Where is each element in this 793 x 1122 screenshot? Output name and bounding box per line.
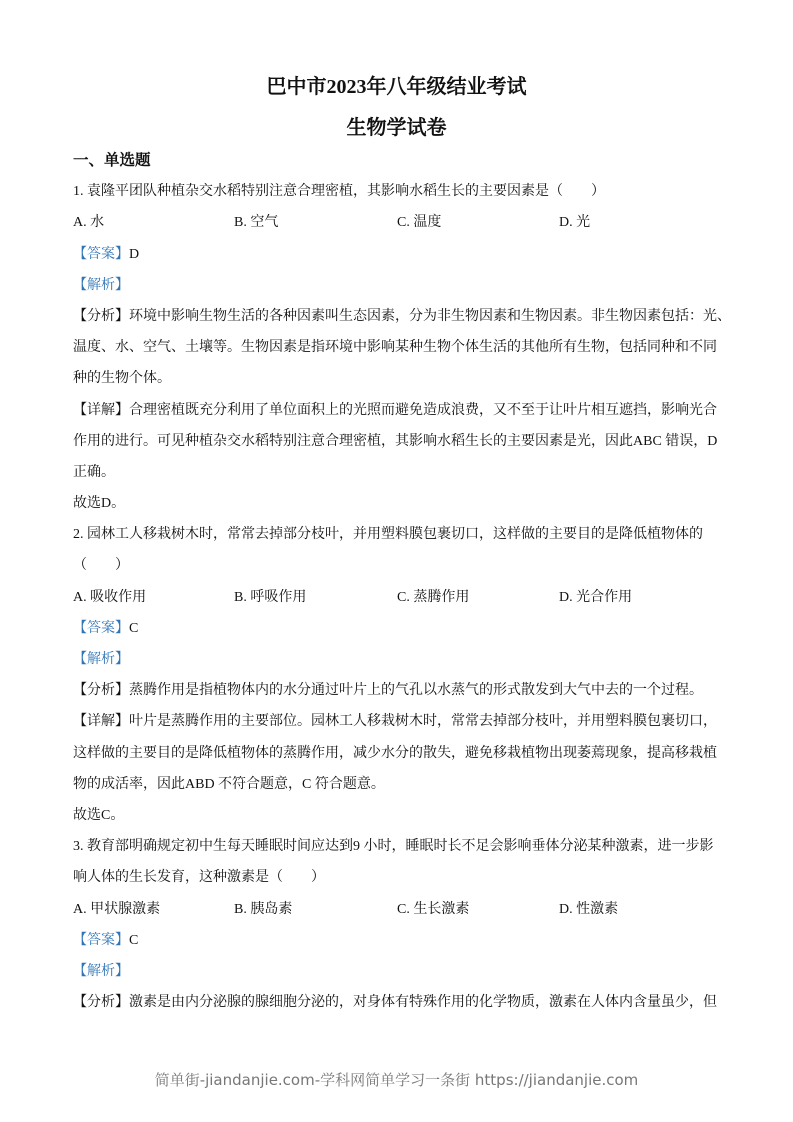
answer-line (73, 925, 733, 956)
fenxi-text: 激素是由内分泌腺的腺细胞分泌的，对身体有特殊作用的化学物质，激素在人体内含量虽少，但 (129, 995, 717, 1011)
option-b: B. 胰岛素 (234, 901, 293, 917)
fenxi-line (73, 987, 733, 1018)
option-d: D. 光 (559, 215, 591, 231)
option-d: D. 性激素 (559, 901, 619, 917)
fenxi-line: 温度、水、空气、土壤等。生物因素是指环境中影响某种生物个体生活的其他所有生物，包括同种和不同 (73, 340, 717, 356)
exam-subtitle: 生物学试卷 (346, 117, 447, 139)
options-row (73, 582, 733, 613)
xiangjie-label: 【详解】 (73, 714, 129, 730)
answer-label: 【答案】 (73, 246, 129, 262)
xiangjie-line: 物的成活率，因此ABD 不符合题意，C 符合题意。 (73, 776, 385, 792)
xiangjie-line: 正确。 (73, 464, 115, 480)
xiangjie-text: 叶片是蒸腾作用的主要部位。园林工人移栽树木时，常常去掉部分枝叶，并用塑料膜包裹切口， (129, 714, 717, 730)
option-c: C. 蒸腾作用 (397, 589, 470, 605)
question-stem: 3. 教育部明确规定初中生每天睡眠时间应达到9 小时，睡眠时长不足会影响垂体分泌某种激素，进一步影 (73, 839, 714, 855)
question-stem: （ ） (73, 558, 129, 574)
option-d: D. 光合作用 (559, 589, 633, 605)
question-stem: 2. 园林工人移栽树木时，常常去掉部分枝叶，并用塑料膜包裹切口，这样做的主要目的是降低植物体的 (73, 527, 703, 543)
option-b: B. 呼吸作用 (234, 589, 307, 605)
exam-title: 巴中市2023年八年级结业考试 (266, 76, 527, 98)
analysis-heading: 【解析】 (73, 277, 129, 293)
options-row (73, 894, 733, 925)
options-row (73, 207, 733, 238)
xiangjie-label: 【详解】 (73, 402, 129, 418)
answer-value: C (129, 620, 139, 636)
xiangjie-line (73, 395, 733, 426)
option-a: A. 甲状腺激素 (73, 901, 161, 917)
fenxi-line (73, 301, 733, 332)
xiangjie-text: 合理密植既充分利用了单位面积上的光照而避免造成浪费，又不至于让叶片相互遮挡，影响光合 (129, 402, 717, 418)
option-c: C. 温度 (397, 215, 442, 231)
fenxi-line: 种的生物个体。 (73, 371, 171, 387)
xiangjie-line: 这样做的主要目的是降低植物体的蒸腾作用，减少水分的散失，避免移栽植物出现萎蔫现象，提高移栽植 (73, 745, 717, 761)
question-stem: 1. 袁隆平团队种植杂交水稻特别注意合理密植，其影响水稻生长的主要因素是（ ） (73, 184, 605, 200)
document-body (73, 145, 733, 1018)
answer-line (73, 613, 733, 644)
answer-value: C (129, 932, 139, 948)
answer-label: 【答案】 (73, 932, 129, 948)
footer-watermark: 简单街-jiandanjie.com-学科网简单学习一条街 https://jiandanjie.com (154, 1071, 639, 1089)
fenxi-label: 【分析】 (73, 683, 129, 699)
option-a: A. 水 (73, 215, 105, 231)
fenxi-label: 【分析】 (73, 995, 129, 1011)
fenxi-text: 蒸腾作用是指植物体内的水分通过叶片上的气孔以水蒸气的形式散发到大气中去的一个过程。 (129, 683, 703, 699)
conclusion: 故选C。 (73, 807, 125, 823)
conclusion: 故选D。 (73, 496, 126, 512)
option-c: C. 生长激素 (397, 901, 470, 917)
fenxi-label: 【分析】 (73, 308, 129, 324)
xiangjie-line (73, 706, 733, 737)
answer-label: 【答案】 (73, 620, 129, 636)
section-heading: 一、单选题 (73, 152, 151, 169)
fenxi-line (73, 675, 733, 706)
answer-value: D (129, 246, 140, 262)
option-a: A. 吸收作用 (73, 589, 147, 605)
question-stem: 响人体的生长发育，这种激素是（ ） (73, 870, 325, 886)
analysis-heading: 【解析】 (73, 652, 129, 667)
xiangjie-line: 作用的进行。可见种植杂交水稻特别注意合理密植，其影响水稻生长的主要因素是光，因此ABC 错误，D (73, 433, 718, 449)
option-b: B. 空气 (234, 215, 279, 231)
analysis-heading: 【解析】 (73, 963, 129, 979)
fenxi-text: 环境中影响生物生活的各种因素叫生态因素，分为非生物因素和生物因素。非生物因素包括：光、 (129, 308, 731, 324)
answer-line (73, 239, 733, 270)
